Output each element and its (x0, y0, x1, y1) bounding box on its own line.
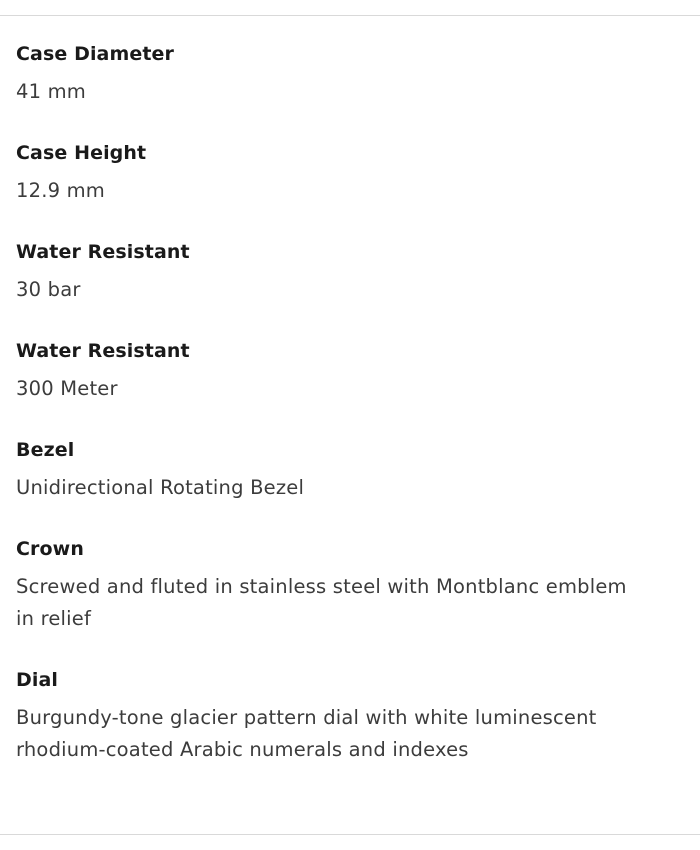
spec-case-diameter (16, 40, 636, 108)
spec-water-resistant-bar (16, 238, 636, 306)
spec-label: Dial (16, 669, 59, 691)
spec-value: 12.9 mm (16, 179, 106, 202)
spec-dial (16, 666, 636, 766)
spec-label: Crown (16, 538, 84, 560)
spec-bezel (16, 436, 636, 504)
spec-value: 300 Meter (16, 377, 118, 400)
spec-label: Bezel (16, 439, 75, 461)
bottom-divider (0, 834, 700, 835)
spec-value: 30 bar (16, 278, 81, 301)
spec-label: Case Diameter (16, 43, 175, 65)
top-divider (0, 15, 700, 16)
spec-value: Unidirectional Rotating Bezel (16, 476, 305, 499)
spec-label: Water Resistant (16, 241, 190, 263)
spec-crown (16, 535, 636, 635)
spec-value: 41 mm (16, 80, 87, 103)
spec-water-resistant-meter (16, 337, 636, 405)
specifications-list (16, 40, 636, 766)
spec-value: Screwed and fluted in stainless steel with Montblanc emblem in relief (16, 575, 627, 630)
spec-value: Burgundy-tone glacier pattern dial with white luminescent rhodium-coated Arabic numerals and indexes (16, 706, 597, 761)
spec-case-height (16, 139, 636, 207)
spec-label: Case Height (16, 142, 147, 164)
spec-label: Water Resistant (16, 340, 190, 362)
